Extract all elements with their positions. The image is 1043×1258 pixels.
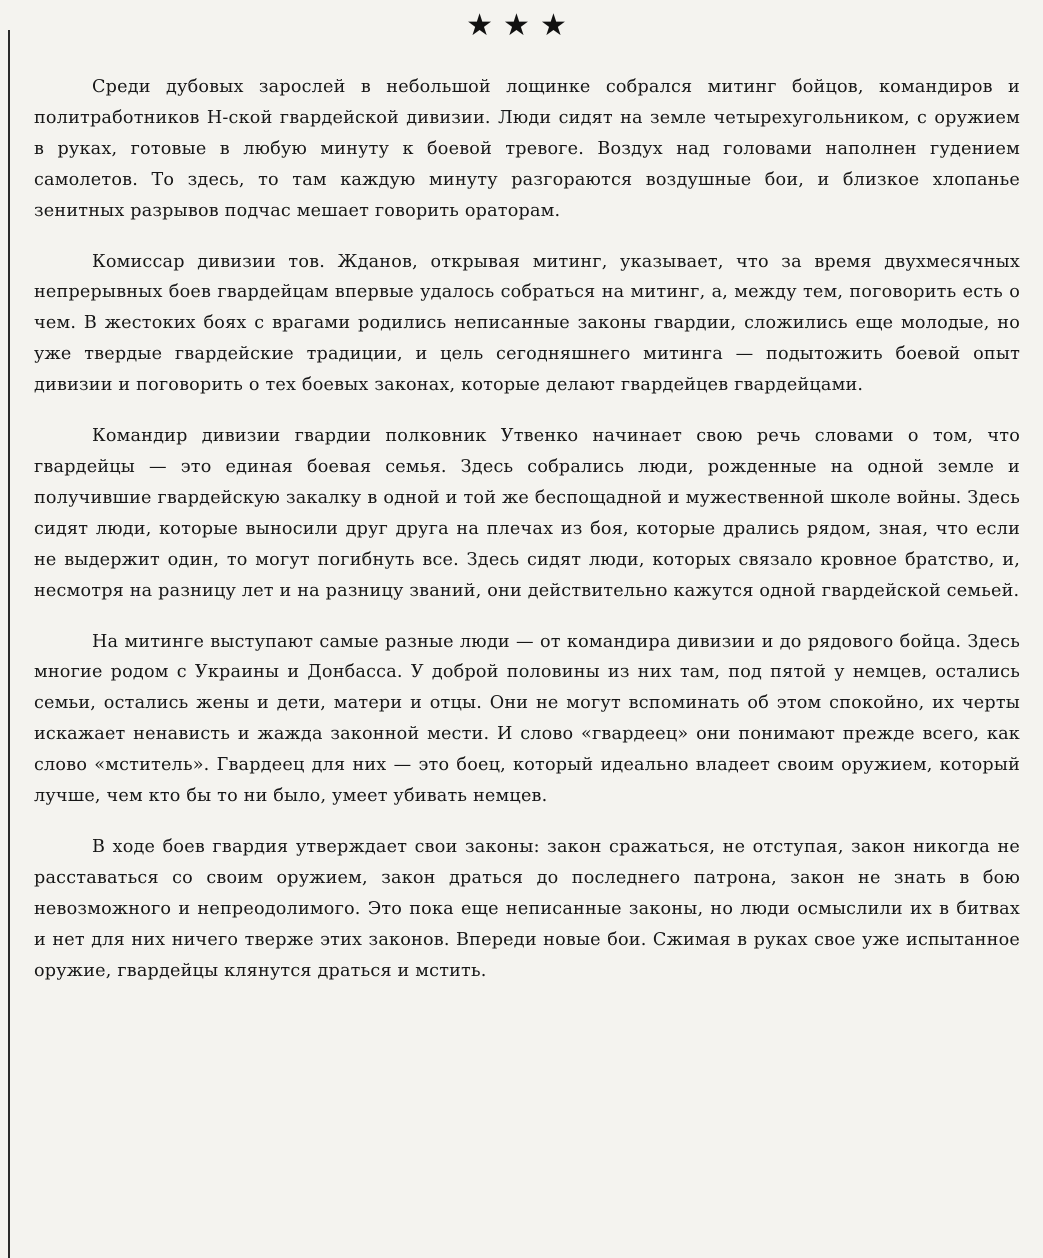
section-ornament: ★★★	[466, 8, 577, 43]
column-rule	[8, 30, 10, 1258]
article-paragraph-1: Среди дубовых зарослей в небольшой лощинке собрался митинг бойцов, командиров и политработников Н-ской гвардейской дивизии. Люди сидят на земле четырехугольником, с оружием в руках, готовые в любую минуту к боевой тревоге. Воздух над головами наполнен гудением самолетов. То здесь, то там каждую минуту разгораются воздушные бои, и близкое хлопанье зенитных разрывов подчас мешает говорить ораторам.	[34, 77, 1020, 221]
article-paragraph-2: Комиссар дивизии тов. Жданов, открывая митинг, указывает, что за время двухмесячных непрерывных боев гвардейцам впервые удалось собраться на митинг, а, между тем, поговорить есть о чем. В жестоких боях с врагами родились неписанные законы гвардии, сложились еще молодые, но уже твердые гвардейские традиции, и цель сегодняшнего митинга — подытожить боевой опыт дивизии и поговорить о тех боевых законах, которые делают гвардейцев гвардейцами.	[34, 251, 1020, 396]
article-body	[34, 72, 1020, 986]
article-paragraph-3: Командир дивизии гвардии полковник Утвенко начинает свою речь словами о том, что гвардейцы — это единая боевая семья. Здесь собрались люди, рожденные на одной земле и получившие гвардейскую закалку в одной и той же беспощадной и мужественной школе войны. Здесь сидят люди, которые выносили друг друга на плечах из боя, которые дрались рядом, зная, что если не выдержит один, то могут погибнуть все. Здесь сидят люди, которых связало кровное братство, и, несмотря на разницу лет и на разницу званий, они действительно кажутся одной гвардейской семьей.	[34, 426, 1020, 601]
article-paragraph-4: На митинге выступают самые разные люди — от командира дивизии и до рядового бойца. Здесь многие родом с Украины и Донбасса. У доброй половины из них там, под пятой у немцев, остались семьи, остались жены и дети, матери и отцы. Они не могут вспоминать об этом спокойно, их черты искажает ненависть и жажда законной мести. И слово «гвардеец» они понимают прежде всего, как слово «мститель». Гвардеец для них — это боец, который идеально владеет своим оружием, который лучше, чем кто бы то ни было, умеет убивать немцев.	[34, 631, 1020, 807]
article-paragraph-5: В ходе боев гвардия утверждает свои законы: закон сражаться, не отступая, закон никогда не расставаться со своим оружием, закон драться до последнего патрона, закон не знать в бою невозможного и непреодолимого. Это пока еще неписанные законы, но люди осмыслили их в битвах и нет для них ничего тверже этих законов. Впереди новые бои. Сжимая в руках свое уже испытанное оружие, гвардейцы клянутся драться и мстить.	[34, 836, 1020, 981]
